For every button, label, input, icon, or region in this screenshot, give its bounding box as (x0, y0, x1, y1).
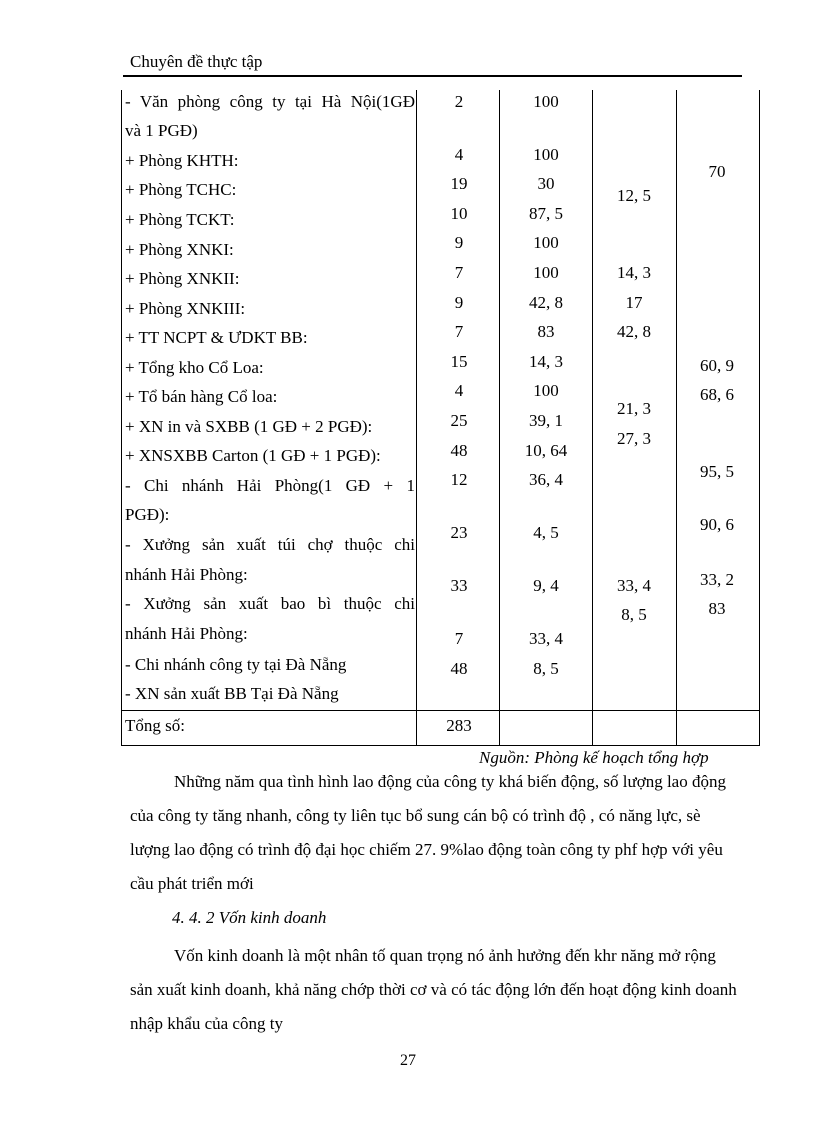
table-row-name: + XN in và SXBB (1 GĐ + 2 PGĐ): (125, 417, 373, 436)
table-cell-qty: 2 (454, 92, 464, 111)
table-row-name-cont: và 1 PGĐ) (125, 121, 198, 140)
table-row-name: - Chi nhánh Hải Phòng(1 GĐ + 1 (125, 476, 415, 495)
table-total-value: 283 (446, 716, 472, 735)
table-cell-pct: 10, 64 (524, 441, 568, 460)
table-divider-4 (676, 90, 677, 746)
table-cell-col4: 17 (625, 293, 643, 312)
table-cell-qty: 33 (450, 576, 468, 595)
table-row-name: + Phòng TCHC: (125, 180, 237, 199)
table-cell-col4: 33, 4 (617, 576, 651, 595)
table-cell-pct: 36, 4 (529, 470, 563, 489)
table-row-name: - Chi nhánh công ty tại Đà Nẵng (125, 655, 347, 674)
table-row-name: + Phòng KHTH: (125, 151, 239, 170)
table-cell-pct: 30 (537, 174, 555, 193)
table-row-name-cont: PGĐ): (125, 505, 170, 524)
table-cell-qty: 9 (454, 293, 464, 312)
table-cell-pct: 100 (533, 145, 559, 164)
table-row-name: - Xưởng sản xuất túi chợ thuộc chi (125, 535, 415, 554)
table-cell-qty: 19 (450, 174, 468, 193)
table-cell-pct: 33, 4 (529, 629, 563, 648)
table-cell-qty: 23 (450, 523, 468, 542)
table-row-name: + Phòng XNKI: (125, 240, 234, 259)
table-cell-col4: 12, 5 (617, 186, 651, 205)
table-cell-col4: 21, 3 (617, 399, 651, 418)
table-cell-pct: 8, 5 (533, 659, 559, 678)
table-source-note: Nguồn: Phòng kế hoạch tổng hợp (479, 748, 709, 767)
table-cell-pct: 100 (533, 263, 559, 282)
table-cell-pct: 100 (533, 233, 559, 252)
table-cell-col5: 95, 5 (700, 462, 734, 481)
paragraph-capital (130, 939, 742, 1041)
table-cell-qty: 7 (454, 263, 464, 282)
table-cell-qty: 9 (454, 233, 464, 252)
paragraph-labor (130, 765, 742, 901)
table-cell-qty: 15 (450, 352, 468, 371)
table-cell-pct: 39, 1 (529, 411, 563, 430)
table-cell-qty: 4 (454, 381, 464, 400)
table-cell-pct: 100 (533, 381, 559, 400)
table-row-name: + Phòng XNKII: (125, 269, 240, 288)
table-cell-col4: 27, 3 (617, 429, 651, 448)
table-row-name: - XN sản xuất BB Tại Đà Nẵng (125, 684, 339, 703)
table-total-rule (121, 710, 759, 711)
table-cell-pct: 87, 5 (529, 204, 563, 223)
table-row-name: + Phòng XNKIII: (125, 299, 246, 318)
table-divider-1 (416, 90, 417, 746)
table-cell-qty: 7 (454, 322, 464, 341)
table-cell-pct: 4, 5 (533, 523, 559, 542)
table-cell-col5: 68, 6 (700, 385, 734, 404)
table-row-name: + XNSXBB Carton (1 GĐ + 1 PGĐ): (125, 446, 381, 465)
table-cell-qty: 25 (450, 411, 468, 430)
table-cell-pct: 100 (533, 92, 559, 111)
table-cell-qty: 12 (450, 470, 468, 489)
table-row-name: + Tổ bán hàng Cổ loa: (125, 387, 278, 406)
page-header-title: Chuyên đề thực tập (130, 52, 263, 71)
section-heading: 4. 4. 2 Vốn kinh doanh (172, 908, 327, 927)
paragraph-capital-text: Vốn kinh doanh là một nhân tố quan trọng nó ảnh hưởng đến khr năng mở rộng sản xuất kinh doanh, khả năng chớp thời cơ và có tác động lớn đến hoạt động kinh doanh nhập khẩu của công ty (130, 946, 737, 1033)
table-border-right (759, 90, 760, 746)
table-cell-col5: 83 (708, 599, 726, 618)
table-row-name: - Xưởng sản xuất bao bì thuộc chi (125, 594, 415, 613)
table-cell-qty: 48 (450, 441, 468, 460)
paragraph-labor-text: Những năm qua tình hình lao động của công ty khá biến động, số lượng lao động của công ty tăng nhanh, công ty liên tục bổ sung cán bộ có trình độ , có năng lực, sè lượng lao động có trình độ đại học chiếm 27. 9%lao động toàn công ty phf hợp với yêu cầu phát triển mới (130, 772, 726, 893)
table-cell-pct: 14, 3 (529, 352, 563, 371)
table-total-label: Tổng số: (125, 716, 185, 735)
table-row-name-cont: nhánh Hải Phòng: (125, 624, 248, 643)
table-cell-pct: 9, 4 (533, 576, 559, 595)
page-number: 27 (400, 1052, 416, 1069)
header-rule (123, 75, 742, 77)
table-cell-qty: 48 (450, 659, 468, 678)
table-row-name: + Phòng TCKT: (125, 210, 235, 229)
table-row-name: - Văn phòng công ty tại Hà Nội(1GĐ (125, 92, 415, 111)
table-cell-col5: 90, 6 (700, 515, 734, 534)
table-cell-pct: 83 (537, 322, 555, 341)
table-cell-col5: 33, 2 (700, 570, 734, 589)
table-row-name: + TT NCPT & ƯDKT BB: (125, 328, 308, 347)
table-bottom-rule (121, 745, 759, 746)
table-cell-qty: 10 (450, 204, 468, 223)
table-border-left (121, 90, 122, 746)
table-cell-pct: 42, 8 (529, 293, 563, 312)
table-cell-col5: 60, 9 (700, 356, 734, 375)
table-cell-col4: 42, 8 (617, 322, 651, 341)
table-cell-col4: 14, 3 (617, 263, 651, 282)
table-cell-col4: 8, 5 (621, 605, 647, 624)
table-cell-col5: 70 (708, 162, 726, 181)
table-cell-qty: 7 (454, 629, 464, 648)
table-row-name: + Tổng kho Cổ Loa: (125, 358, 264, 377)
table-cell-qty: 4 (454, 145, 464, 164)
table-row-name-cont: nhánh Hải Phòng: (125, 565, 248, 584)
